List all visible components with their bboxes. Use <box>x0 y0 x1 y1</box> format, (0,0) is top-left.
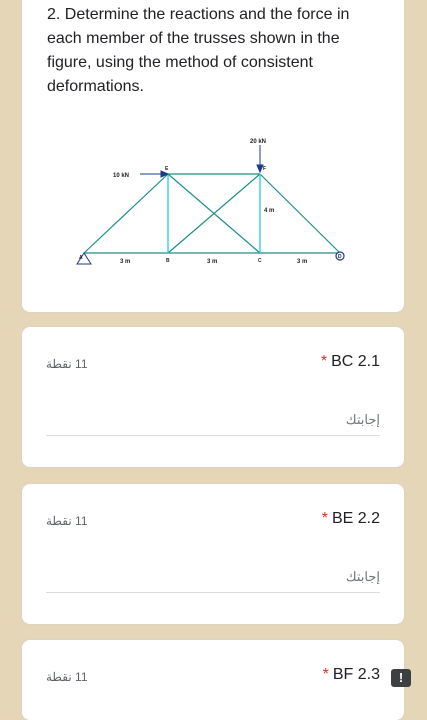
required-asterisk: * <box>321 510 328 527</box>
question-line: 2. Determine the reactions and the force in <box>47 6 350 23</box>
question-title-text: BC 2.1 <box>331 353 380 370</box>
points-label: 11 نقطة <box>46 514 88 528</box>
question-title-text: BE 2.2 <box>331 510 380 527</box>
question-line: deformations. <box>47 78 144 95</box>
question-title <box>321 353 380 371</box>
question-card <box>22 0 404 312</box>
question-title <box>323 666 380 684</box>
dimension-label: 3 m <box>297 259 308 265</box>
question-title-text: BF 2.3 <box>332 666 380 683</box>
question-title <box>322 510 380 528</box>
node-label: D <box>338 254 342 260</box>
load-arrows <box>140 145 263 177</box>
node-label: B <box>166 258 170 264</box>
node-label: C <box>258 258 262 264</box>
required-asterisk: * <box>320 353 328 370</box>
answer-card <box>22 640 404 720</box>
points-label: 11 نقطة <box>46 357 88 371</box>
node-label: F <box>263 166 267 172</box>
load-label: 20 kN <box>250 139 267 145</box>
member-ae <box>84 174 168 253</box>
answer-underline <box>46 592 380 593</box>
points-label: 11 نقطة <box>46 670 88 684</box>
node-label: A <box>79 255 83 261</box>
truss-members <box>84 174 340 253</box>
question-line: figure, using the method of consistent <box>47 54 313 71</box>
answer-card <box>22 327 404 467</box>
answer-card <box>22 484 404 624</box>
answer-input[interactable]: إجابتك <box>345 412 380 427</box>
dimension-label: 3 m <box>120 259 131 265</box>
required-asterisk: * <box>322 666 329 683</box>
dimension-label: 3 m <box>207 259 218 265</box>
truss-figure <box>22 0 404 312</box>
node-label: E <box>165 166 169 172</box>
question-line: each member of the trusses shown in the <box>47 30 340 47</box>
answer-underline <box>46 435 380 436</box>
load-label: 10 kN <box>113 173 130 179</box>
dimension-label: 4 m <box>264 208 275 214</box>
answer-input[interactable]: إجابتك <box>345 569 380 584</box>
exclamation-icon[interactable]: ! <box>391 669 411 687</box>
